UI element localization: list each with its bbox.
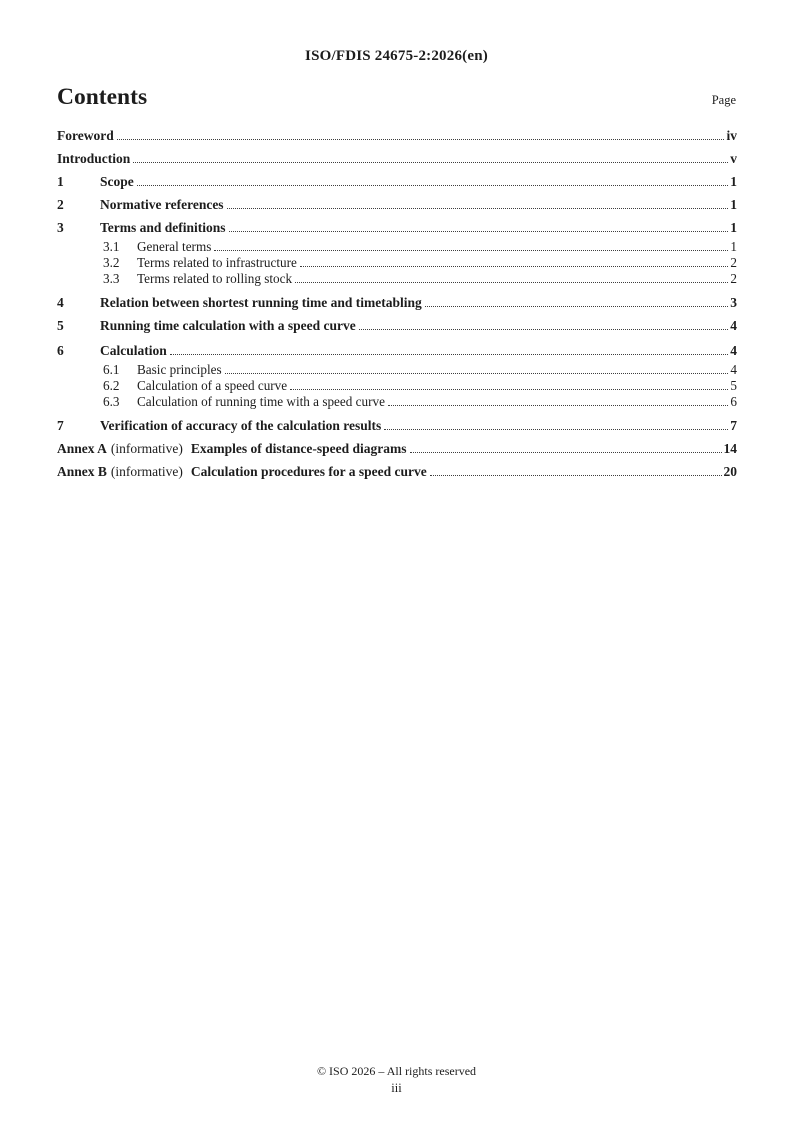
dot-leader [300,266,729,267]
clause-number: 6 [57,343,64,358]
entry-title: Foreword [57,128,114,143]
contents-heading-row [57,84,736,111]
entry-title: Calculation [100,343,167,358]
toc-entry-clause-3-3[interactable] [57,271,737,287]
dot-leader [137,185,729,186]
entry-title: Calculation procedures for a speed curve [190,464,427,479]
entry-page: 7 [730,418,737,433]
toc-entry-foreword[interactable] [57,124,737,147]
clause-number: 3.1 [103,239,120,254]
dot-leader [214,250,728,251]
entry-title: Terms related to infrastructure [137,255,297,270]
entry-title: Normative references [100,197,224,212]
entry-page: 3 [730,295,737,310]
clause-number: 1 [57,174,64,189]
toc-entry-clause-1[interactable] [57,170,737,193]
copyright-notice: © ISO 2026 – All rights reserved [316,1064,477,1078]
dot-leader [359,329,728,330]
toc-entry-clause-3-1[interactable] [57,239,737,255]
toc-entry-clause-7[interactable] [57,414,737,437]
entry-page: 1 [730,220,737,235]
dot-leader [410,452,722,453]
dot-leader [425,306,729,307]
entry-page: 2 [730,255,737,270]
clause-number: 6.2 [103,378,120,393]
entry-page: 4 [730,318,737,333]
entry-page: 14 [723,441,737,456]
entry-page: 4 [730,343,737,358]
entry-page: v [730,151,737,166]
dot-leader [388,405,728,406]
clause-number: 5 [57,318,64,333]
entry-title: Scope [100,174,134,189]
clause-number: 6.1 [103,362,120,377]
toc-entry-annex-a[interactable] [57,437,737,460]
contents-heading: Contents [57,84,148,110]
entry-title: Calculation of running time with a speed curve [137,394,385,409]
entry-page: 4 [730,362,737,377]
toc-entry-introduction[interactable] [57,147,737,170]
entry-title: Calculation of a speed curve [137,378,288,393]
entry-title: Running time calculation with a speed curve [100,318,356,333]
entry-page: iv [726,128,737,143]
annex-qualifier: (informative) [110,464,183,479]
toc-entry-clause-6[interactable] [57,339,737,362]
toc-entry-clause-4[interactable] [57,291,737,314]
entry-page: 1 [730,174,737,189]
entry-page: 20 [723,464,737,479]
toc-entry-clause-3[interactable] [57,216,737,239]
entry-page: 1 [730,197,737,212]
page-number: iii [391,1081,402,1095]
dot-leader [295,282,728,283]
annex-qualifier: (informative) [110,441,183,456]
entry-title: General terms [137,239,212,254]
dot-leader [117,139,725,140]
dot-leader [225,373,729,374]
entry-title: Examples of distance-speed diagrams [190,441,407,456]
dot-leader [229,231,729,232]
dot-leader [384,429,728,430]
clause-number: 4 [57,295,64,310]
clause-number: 2 [57,197,64,212]
table-of-contents [57,124,737,483]
document-header-title: ISO/FDIS 24675-2:2026(en) [305,48,488,64]
dot-leader [227,208,729,209]
toc-entry-clause-2[interactable] [57,193,737,216]
entry-page: 5 [730,378,737,393]
annex-label: Annex A [57,441,107,456]
clause-number: 6.3 [103,394,120,409]
entry-title: Basic principles [137,362,222,377]
clause-number: 3.2 [103,255,120,270]
entry-title: Introduction [57,151,131,166]
toc-entry-clause-6-3[interactable] [57,394,737,410]
toc-entry-clause-6-2[interactable] [57,378,737,394]
entry-title: Relation between shortest running time and timetabling [100,295,422,310]
dot-leader [430,475,722,476]
dot-leader [290,389,728,390]
clause-number: 3 [57,220,64,235]
clause-number: 3.3 [103,271,120,286]
annex-label: Annex B [57,464,107,479]
toc-entry-annex-b[interactable] [57,460,737,483]
entry-page: 2 [730,271,737,286]
entry-title: Terms related to rolling stock [137,271,293,286]
entry-title: Verification of accuracy of the calculation results [100,418,382,433]
toc-entry-clause-5[interactable] [57,314,737,337]
toc-entry-clause-6-1[interactable] [57,362,737,378]
clause-number: 7 [57,418,64,433]
dot-leader [133,162,728,163]
entry-page: 1 [730,239,737,254]
dot-leader [170,354,728,355]
entry-title: Terms and definitions [100,220,226,235]
toc-entry-clause-3-2[interactable] [57,255,737,271]
entry-page: 6 [730,394,737,409]
page-column-label: Page [711,93,736,107]
